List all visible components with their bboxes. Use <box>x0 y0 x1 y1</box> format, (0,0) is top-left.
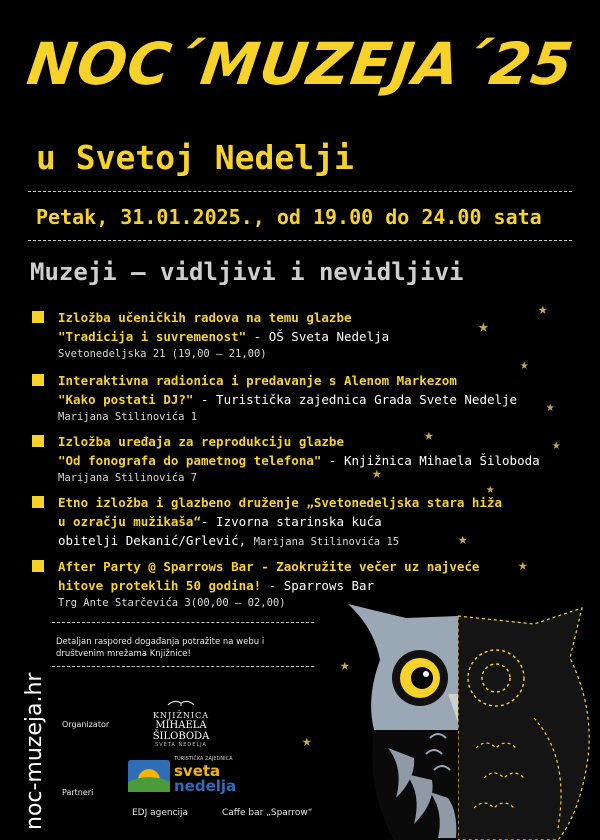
star-icon: ★ <box>424 425 434 444</box>
star-icon: ★ <box>520 357 529 373</box>
star-icon: ★ <box>478 316 489 337</box>
event-highlight: hitove proteklih 50 godina! <box>58 578 262 593</box>
event-host: - Turistička zajednica Grada Svete Nedelje <box>193 392 518 407</box>
event-host: - Sparrows Bar <box>261 578 375 593</box>
divider <box>28 240 572 241</box>
star-icon: ★ <box>546 399 555 415</box>
partner-logo-tz <box>128 752 248 794</box>
event-title: Izložba uređaja za reprodukciju glazbe <box>58 434 344 449</box>
event-title: After Party @ Sparrows Bar - Zaokružite večer uz najveće <box>58 559 480 574</box>
event-host: - Knjižnica Mihaela Šiloboda <box>321 453 540 468</box>
logo-text-main: MIHAELA ŠILOBODA <box>152 720 210 742</box>
event-highlight: "Od fonografa do pametnog telefona" <box>58 453 322 468</box>
partner-logo-top: TURISTIČKA ZAJEDNICA <box>174 756 233 762</box>
page-subtitle: u Svetoj Nedelji <box>36 138 354 177</box>
event-title: Interaktivna radionica i predavanje s Alenom Markezom <box>58 373 457 388</box>
divider <box>52 666 314 667</box>
event-title: Izložba učeničkih radova na temu glazbe <box>58 310 352 325</box>
event-theme: Muzeji – vidljivi i nevidljivi <box>30 258 464 286</box>
event-host-family: obitelji Dekanić/Grlević, <box>58 533 247 548</box>
event-host: - OŠ Sveta Nedelja <box>246 329 390 344</box>
event-highlight: "Kako postati DJ?" <box>58 392 194 407</box>
partner-sparrow: Caffe bar „Sparrow“ <box>222 808 313 818</box>
page-title: NOC´MUZEJA´25 <box>23 30 578 98</box>
divider <box>52 622 314 623</box>
partners-label: Partneri <box>62 788 94 797</box>
star-icon: ★ <box>458 529 468 548</box>
star-icon: ★ <box>340 655 350 674</box>
event-address: Marijana Stilinovića 1 <box>58 411 198 423</box>
bullet-icon <box>32 496 44 508</box>
website-link[interactable]: noc-muzeja.hr <box>22 672 47 830</box>
event-host: - Izvorna starinska kuća <box>201 514 382 529</box>
bullet-icon <box>32 374 44 386</box>
owl-illustration <box>344 598 600 840</box>
event-address: Svetonedeljska 21 (19,00 – 21,00) <box>58 348 267 360</box>
bullet-icon <box>32 560 44 572</box>
bullet-icon <box>32 311 44 323</box>
partner-logo-main2: nedelja <box>174 777 237 795</box>
info-note: Detaljan raspored događanja potražite na webu i društvenim mrežama Knjižnice! <box>56 637 265 659</box>
star-icon: ★ <box>518 555 528 574</box>
bullet-icon <box>32 435 44 447</box>
organizer-label: Organizator <box>62 720 110 729</box>
star-icon: ★ <box>552 437 561 453</box>
sunrise-icon <box>128 760 170 792</box>
event-title: Etno izložba i glazbeno druženje „Svetonedeljska stara hiža <box>58 495 503 510</box>
star-icon: ★ <box>372 463 382 482</box>
partner-edj: EDJ agencija <box>132 808 189 818</box>
event-highlight: "Tradicija i suvremenost" <box>58 329 247 344</box>
event-address: Marijana Stilinovića 7 <box>58 472 198 484</box>
star-icon: ★ <box>302 731 312 750</box>
star-icon: ★ <box>538 299 548 318</box>
book-icon <box>166 697 196 707</box>
event-date: Petak, 31.01.2025., od 19.00 do 24.00 sata <box>36 205 542 229</box>
star-icon: ★ <box>486 481 495 497</box>
partner-logo-main: sveta <box>174 762 221 780</box>
logo-text-top: KNJIŽNICA <box>153 711 209 720</box>
event-address: Marijana Stilinovića 15 <box>253 536 400 548</box>
organizer-logo <box>126 692 236 748</box>
event-address: Trg Ante Starčevića 3(00,00 – 02,00) <box>58 597 286 609</box>
logo-text-sub: SVETA NEDELJA <box>155 742 207 748</box>
divider <box>28 191 572 192</box>
event-highlight: u ozračju mužikaša“ <box>58 514 201 529</box>
